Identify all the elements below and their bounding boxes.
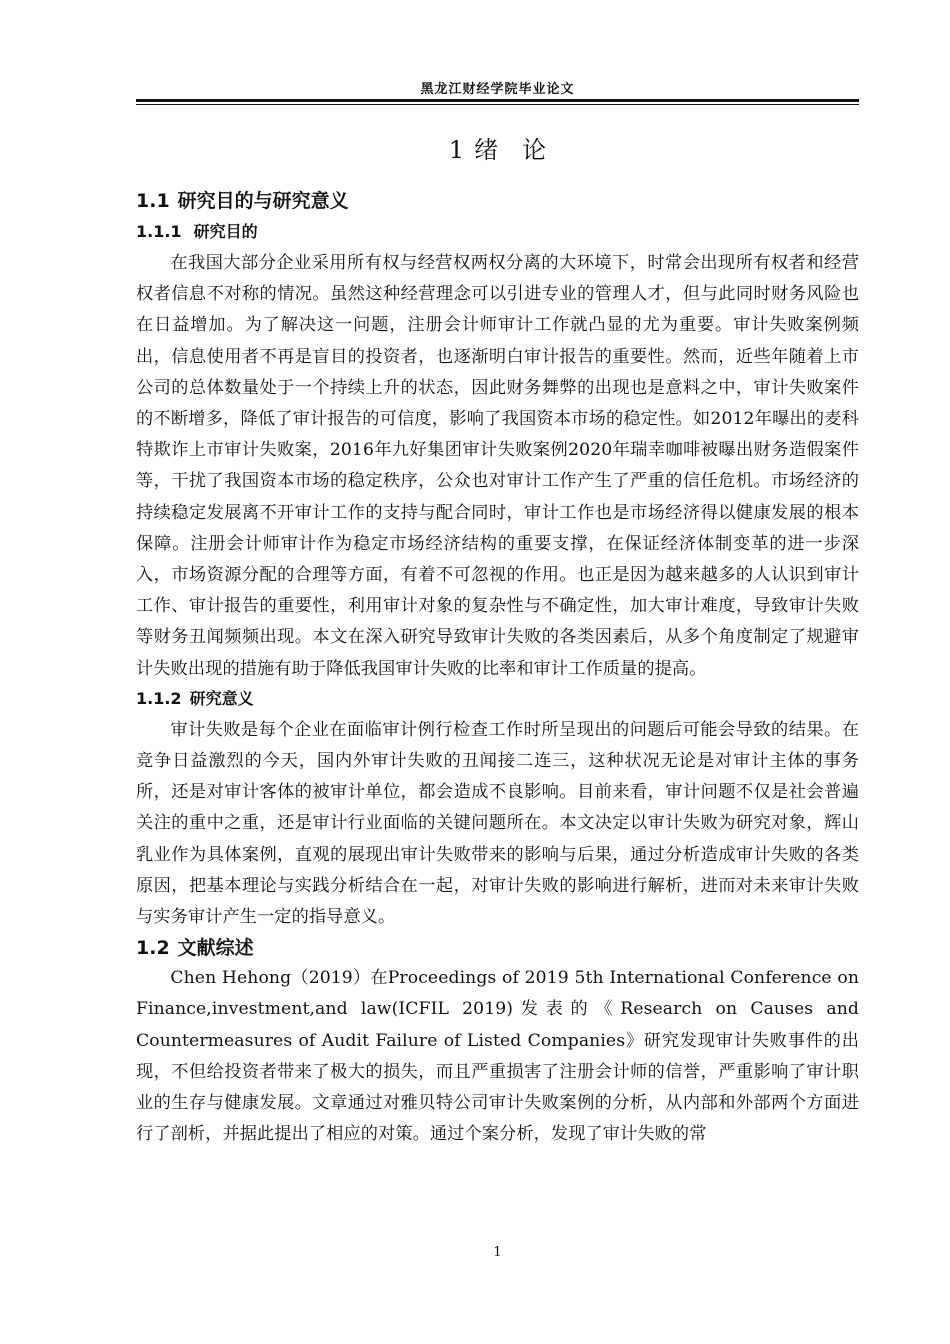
subsection-title: 研究意义 — [189, 688, 254, 708]
page-number: 1 — [493, 1245, 502, 1260]
subsection-heading-1-1-1 — [136, 218, 859, 246]
running-header: 黑龙江财经学院毕业论文 — [420, 82, 575, 97]
subsection-number: 1.1.1 — [136, 222, 182, 241]
chapter-title-text: 绪 论 — [474, 136, 547, 164]
subsection-heading-1-1-2 — [136, 685, 859, 713]
chapter-title — [136, 134, 859, 166]
section-title: 文献综述 — [177, 937, 254, 960]
subsection-title: 研究目的 — [193, 222, 258, 241]
section-heading-1-2 — [136, 933, 859, 963]
page-body — [136, 186, 859, 1150]
section-title: 研究目的与研究意义 — [177, 190, 349, 212]
paragraph-research-purpose: 在我国大部分企业采用所有权与经营权两权分离的大环境下，时常会出现所有权者和经营权者信息不对称的情况。虽然这种经营理念可以引进专业的管理人才，但与此同时财务风险也在日益增加。为了解决这一问题，注册会计师审计工作就凸显的尤为重要。审计失败案例频出，信息使用者不再是盲目的投资者，也逐渐明白审计报告的重要性。然而，近些年随着上市公司的总体数量处于一个持续上升的状态，因此财务舞弊的出现也是意料之中，审计失败案件的不断增多，降低了审计报告的可信度，影响了我国资本市场的稳定性。如2012年曝出的麦科特欺诈上市审计失败案，2016年九好集团审计失败案例2020年瑞幸咖啡被曝出财务造假案件等，干扰了我国资本市场的稳定秩序，公众也对审计工作产生了严重的信任危机。市场经济的持续稳定发展离不开审计工作的支持与配合同时，审计工作也是市场经济得以健康发展的根本保障。注册会计师审计作为稳定市场经济结构的重要支撑，在保证经济体制变革的进一步深入，市场资源分配的合理等方面，有着不可忽视的作用。也正是因为越来越多的人认识到审计工作、审计报告的重要性，利用审计对象的复杂性与不确定性，加大审计难度，导致审计失败等财务丑闻频频出现。本文在深入研究导致审计失败的各类因素后，从多个角度制定了规避审计失败出现的措施有助于降低我国审计失败的比率和审计工作质量的提高。 — [136, 253, 859, 679]
subsection-number: 1.1.2 — [136, 688, 182, 708]
section-number: 1.2 — [136, 937, 170, 960]
header-rule-thin — [136, 104, 859, 105]
paragraph-literature-review: Chen Hehong（2019）在Proceedings of 2019 5th International Conference on Finance,investment,and law(ICFIL 2019)发表的《Research on Causes and Countermeasures of Audit Failure of Listed Companies》研究发现审计失败事件的出现，不但给投资者带来了极大的损失，而且严重损害了注册会计师的信誉，严重影响了审计职业的生存与健康发展。文章通过对雅贝特公司审计失败案例的分析，从内部和外部两个方面进行了剖析，并据此提出了相应的对策。通过个案分析，发现了审计失败的常 — [136, 968, 859, 1145]
header-rule-thick — [136, 99, 859, 102]
section-heading-1-1 — [136, 186, 859, 216]
paragraph-research-significance: 审计失败是每个企业在面临审计例行检查工作时所呈现出的问题后可能会导致的结果。在竞争日益激烈的今天，国内外审计失败的丑闻接二连三，这种状况无论是对审计主体的事务所，还是对审计客体的被审计单位，都会造成不良影响。目前来看，审计问题不仅是社会普遍关注的重中之重，还是审计行业面临的关键问题所在。本文决定以审计失败为研究对象，辉山乳业作为具体案例，直观的展现出审计失败带来的影响与后果，通过分析造成审计失败的各类原因，把基本理论与实践分析结合在一起，对审计失败的影响进行解析，进而对未来审计失败与实务审计产生一定的指导意义。 — [136, 719, 859, 928]
section-number: 1.1 — [136, 190, 170, 212]
chapter-number: 1 — [448, 136, 465, 164]
